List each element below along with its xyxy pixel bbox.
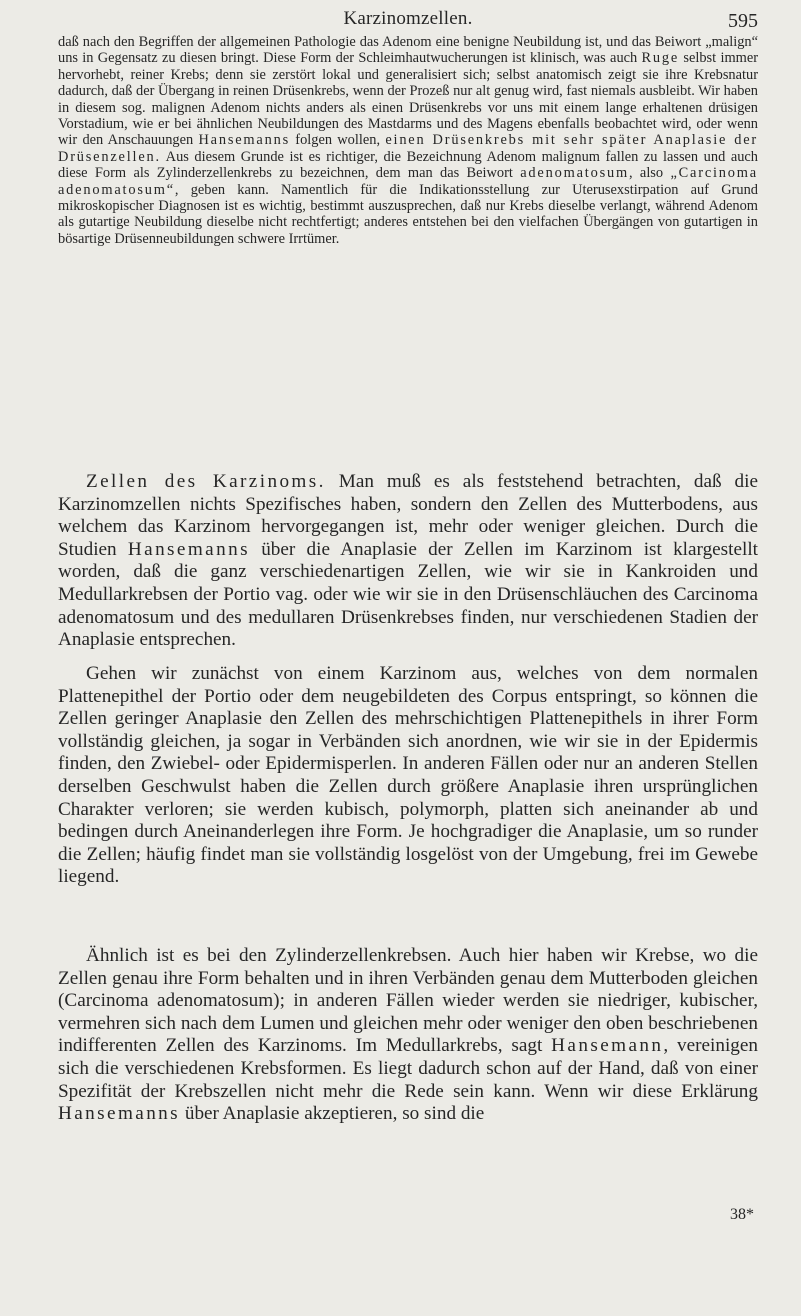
running-title: Karzinomzellen. [343, 8, 473, 29]
page-number: 595 [728, 10, 758, 32]
author-name-ruge: Ruge [641, 50, 680, 67]
text-run: , geben kann. Namentlich für die Indikationsstellung zur Uterusexstirpation auf Grund mikroskopischer Diagnosen ist es wichtig, bestimmt auszusprechen, daß nur Krebs dieselbe verlangt, während Adenom als gutartige Neubildung dieselbe nicht rechtfertigt; anderes entstehen bei den vielfachen Übergängen von gutartigen in bösartige Drüsenneubildungen schwere Irrtümer. [58, 181, 758, 247]
paragraph-zylinderzellenkrebsen [58, 945, 758, 1126]
text-run: folgen wollen, [290, 132, 386, 149]
author-name-hansemanns: Hansemanns [58, 1103, 181, 1125]
emphasized-phrase: einen Drüsenkrebs mit sehr später Anaplasie der Drüsenzellen. [58, 132, 759, 165]
paragraph-zellen-des-karzinoms [58, 471, 758, 652]
text-run: selbst immer hervorhebt, reiner Krebs; denn sie zerstört lokal und generalisiert sich; selbst anatomisch zeigt sie ihre Krebsnatur dadurch, daß der Übergang in reinen Drüsenkrebs, wenn der Prozeß nur alt genug wird, fast niemals ausbleibt. Wir haben in diesem sog. malignen Adenom nichts anders als einen Drüsenkrebs vor uns mit einem lange erhaltenen drüsigen Vorstadium, wie er bei ähnlichen Neubildungen des Mastdarms und des Magens ebenfalls beobachtet wird, oder wenn wir den Anschauungen [58, 50, 759, 149]
author-name-hansemanns: Hansemanns [127, 538, 250, 560]
section-heading: Zellen des Karzinoms. [86, 471, 326, 492]
text-run: , vereinigen sich die verschiedenen Krebsformen. Es liegt dadurch schon auf der Hand, daß von einer Spezifität der Krebszellen nicht mehr die Rede sein kann. Wenn wir diese Erklärung [58, 1035, 758, 1102]
text-run: daß nach den Begriffen der allgemeinen Pathologie das Adenom eine benigne Neubildung ist, und das Beiwort „malign“ uns in Gegensatz zu diesen bringt. Diese Form der Schleimhautwucherungen ist klinisch, was auch [58, 34, 758, 67]
author-name-hansemann: Hansemann [551, 1035, 664, 1057]
text-run: Man muß es als feststehend betrachten, daß die Karzinomzellen nichts Spezifisches haben, sondern den Zellen des Mutterbodens, aus welchem das Karzinom hervorgegangen ist, mehr oder weniger gleichen. Durch die Studien [58, 471, 758, 560]
paragraph-plattenepithel: Gehen wir zunächst von einem Karzinom aus, welches von dem normalen Plattenepithel der Portio oder dem neugebildeten des Corpus entspringt, so können die Zellen geringer Anaplasie den Zellen des mehrschichtigen Plattenepithels in ihrer Form vollständig gleichen, ja sogar in Verbänden sich anordnen, wie wir sie in der Epidermis finden, den Zwiebel- oder Epidermisperlen. In anderen Fällen oder nur an anderen Stellen derselben Geschwulst haben die Zellen durch größere Anaplasie ihren ursprünglichen Charakter verloren; sie werden kubisch, polymorph, platten sich aneinander ab und bedingen durch Aneinanderlegen ihre Form. Je hochgradiger die Anaplasie, um so runder die Zellen; häufig findet man sie vollständig losgelöst von der Umgebung, frei im Gewebe liegend. [58, 663, 758, 888]
author-name-hansemanns: Hansemanns [198, 132, 291, 149]
emphasized-term-carcinoma: „Carcinoma adenomatosum“ [58, 165, 758, 198]
signature-mark: 38* [730, 1206, 754, 1223]
small-print-paragraph [58, 34, 758, 247]
text-run: über die Anaplasie der Zellen im Karzinom ist klargestellt worden, daß die ganz verschiedenartigen Zellen, wie wir sie in Kankroiden und Medullarkrebsen der Portio vag. oder wie wir sie in den Drüsenschläuchen des Carcinoma adenomatosum und des medullaren Drüsenkrebses finden, nur verschiedenen Stadien der Anaplasie entsprechen. [58, 538, 758, 651]
page-header [58, 4, 758, 32]
text-run: , also [628, 165, 671, 182]
text-run: Aus diesem Grunde ist es richtiger, die Bezeichnung Adenom malignum fallen zu lassen und auch diese Form als Zylinderzellenkrebs zu bezeichnen, dem man das Beiwort [58, 148, 758, 182]
emphasized-term-adenomatosum: adenomatosum [520, 165, 629, 182]
text-run: über Anaplasie akzeptieren, so sind die [180, 1103, 485, 1125]
text-run: Ähnlich ist es bei den Zylinderzellenkrebsen. Auch hier haben wir Krebse, wo die Zellen genau ihre Form behalten und in ihren Verbänden genau dem Mutterboden gleichen (Carcinoma adenomatosum); in anderen Fällen wieder werden sie niedriger, kubischer, vermehren sich nach dem Lumen und gleichen mehr oder weniger den oben beschriebenen indifferenten Zellen des Karzinoms. Im Medullarkrebs, sagt [58, 945, 758, 1057]
